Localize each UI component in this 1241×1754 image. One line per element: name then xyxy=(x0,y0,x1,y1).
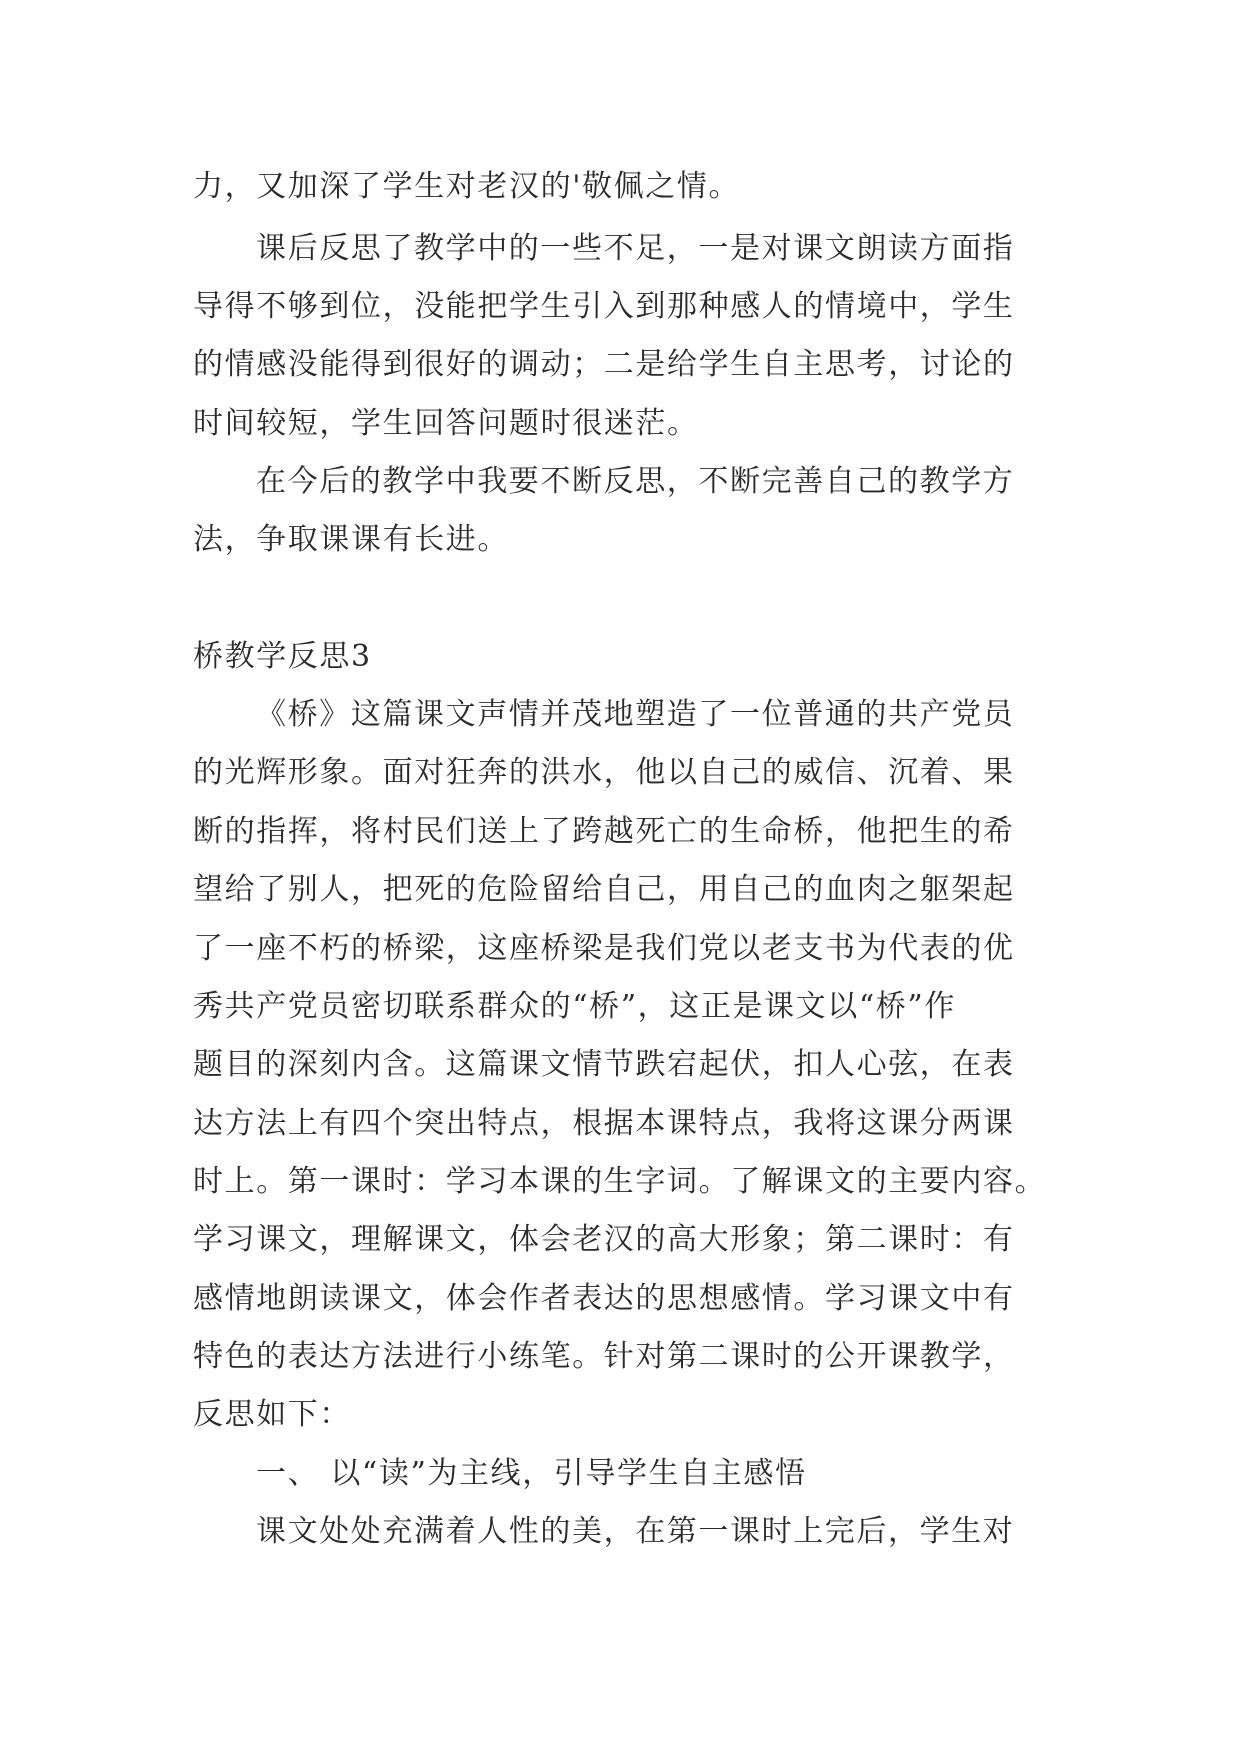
paragraph-line: 课后反思了教学中的一些不足，一是对课文朗读方面指 xyxy=(256,231,1015,266)
paragraph-line: 在今后的教学中我要不断反思，不断完善自己的教学方 xyxy=(256,464,1015,499)
paragraph-line: 特色的表达方法进行小练笔。针对第二课时的公开课教学， xyxy=(193,1339,1015,1374)
paragraph-line: 题目的深刻内含。这篇课文情节跌宕起伏，扣人心弦，在表 xyxy=(193,1047,1015,1082)
paragraph-line: 的情感没能得到很好的调动；二是给学生自主思考，讨论的 xyxy=(193,347,1015,382)
paragraph-line: 了一座不朽的桥梁，这座桥梁是我们党以老支书为代表的优 xyxy=(193,931,1015,966)
paragraph-line: 导得不够到位，没能把学生引入到那种感人的情境中，学生 xyxy=(193,289,1015,324)
paragraph-line: 法，争取课课有长进。 xyxy=(193,522,509,557)
paragraph-line: 课文处处充满着人性的美，在第一课时上完后，学生对 xyxy=(256,1514,1015,1549)
paragraph-line: 感情地朗读课文，体会作者表达的思想感情。学习课文中有 xyxy=(193,1281,1015,1316)
paragraph-line: 时上。第一课时：学习本课的生字词。了解课文的主要内容。 xyxy=(193,1164,1047,1199)
paragraph-line: 达方法上有四个突出特点，根据本课特点，我将这课分两课 xyxy=(193,1106,1015,1141)
paragraph-line: 力，又加深了学生对老汉的'敬佩之情。 xyxy=(193,169,741,204)
paragraph-line: 断的指挥，将村民们送上了跨越死亡的生命桥，他把生的希 xyxy=(193,814,1015,849)
paragraph-line: 反思如下： xyxy=(193,1397,351,1432)
paragraph-line: 望给了别人，把死的危险留给自己，用自己的血肉之躯架起 xyxy=(193,872,1015,907)
paragraph-line: 秀共产党员密切联系群众的“桥”，这正是课文以“桥”作 xyxy=(193,989,956,1024)
section-heading: 桥教学反思3 xyxy=(193,639,372,674)
paragraph-line: 学习课文，理解课文，体会老汉的高大形象；第二课时：有 xyxy=(193,1222,1015,1257)
paragraph-line: 的光辉形象。面对狂奔的洪水，他以自己的威信、沉着、果 xyxy=(193,755,1015,790)
paragraph-line: 时间较短，学生回答问题时很迷茫。 xyxy=(193,406,699,441)
paragraph-line: 《桥》这篇课文声情并茂地塑造了一位普通的共产党员 xyxy=(256,697,1015,732)
list-item-heading: 一、 以“读”为主线，引导学生自主感悟 xyxy=(256,1456,807,1491)
